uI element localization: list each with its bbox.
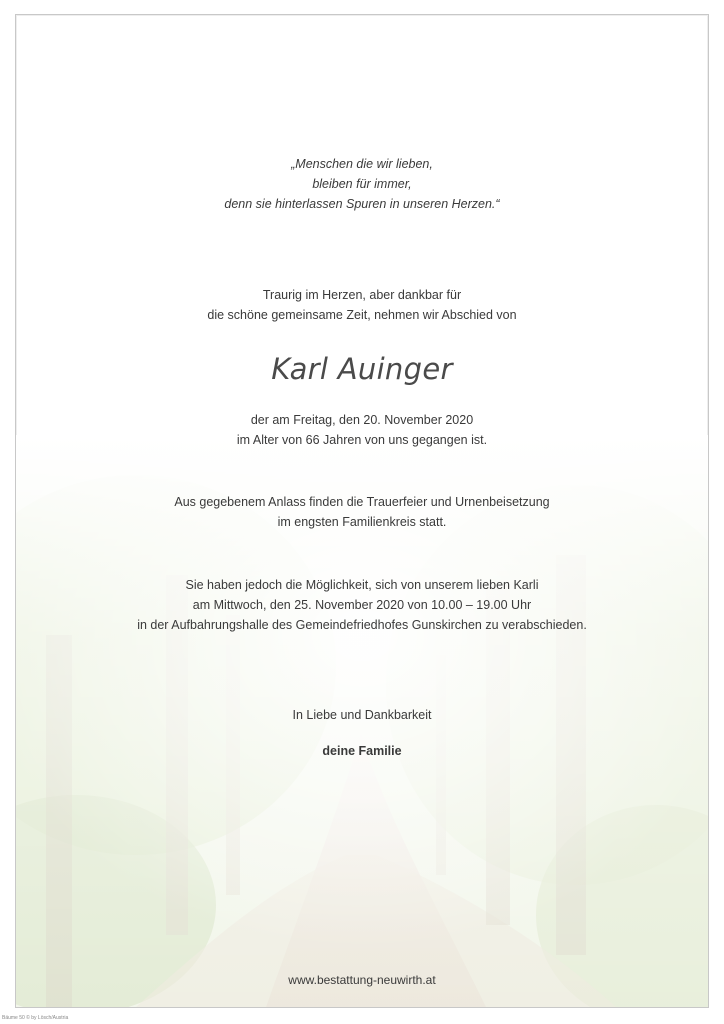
image-credit: Bäume 50 © by Lösch/Austria: [2, 1015, 69, 1021]
death-details: [16, 410, 708, 450]
closing-phrase: In Liebe und Dankbarkeit: [292, 708, 432, 722]
intro-line: Traurig im Herzen, aber dankbar für: [262, 288, 462, 302]
farewell-line: Sie haben jedoch die Möglichkeit, sich von unserem lieben Karli: [185, 578, 539, 592]
parte-card: [15, 14, 709, 1008]
deceased-name: Karl Auinger: [271, 352, 453, 386]
farewell-line: in der Aufbahrungshalle des Gemeindefriedhofes Gunskirchen zu verabschieden.: [137, 618, 587, 632]
quote-line: „Menschen die wir lieben,: [291, 157, 433, 171]
notice-line: im engsten Familienkreis statt.: [277, 515, 447, 529]
death-line: im Alter von 66 Jahren von uns gegangen ist.: [236, 433, 488, 447]
notice-line: Aus gegebenem Anlass finden die Trauerfeier und Urnenbeisetzung: [174, 495, 550, 509]
intro-line: die schöne gemeinsame Zeit, nehmen wir Abschied von: [207, 308, 517, 322]
quote-line: bleiben für immer,: [312, 177, 412, 191]
parte-content: [16, 15, 708, 1007]
funeral-notice: [16, 492, 708, 532]
death-line: der am Freitag, den 20. November 2020: [250, 413, 474, 427]
quote-line: denn sie hinterlassen Spuren in unseren Herzen.“: [224, 197, 500, 211]
farewell-details: [16, 575, 708, 635]
family-signature: deine Familie: [322, 744, 402, 758]
farewell-line: am Mittwoch, den 25. November 2020 von 10.00 – 19.00 Uhr: [192, 598, 532, 612]
funeral-home-website[interactable]: www.bestattung-neuwirth.at: [288, 973, 436, 987]
intro-text: [16, 285, 708, 325]
memorial-quote: [16, 154, 708, 214]
